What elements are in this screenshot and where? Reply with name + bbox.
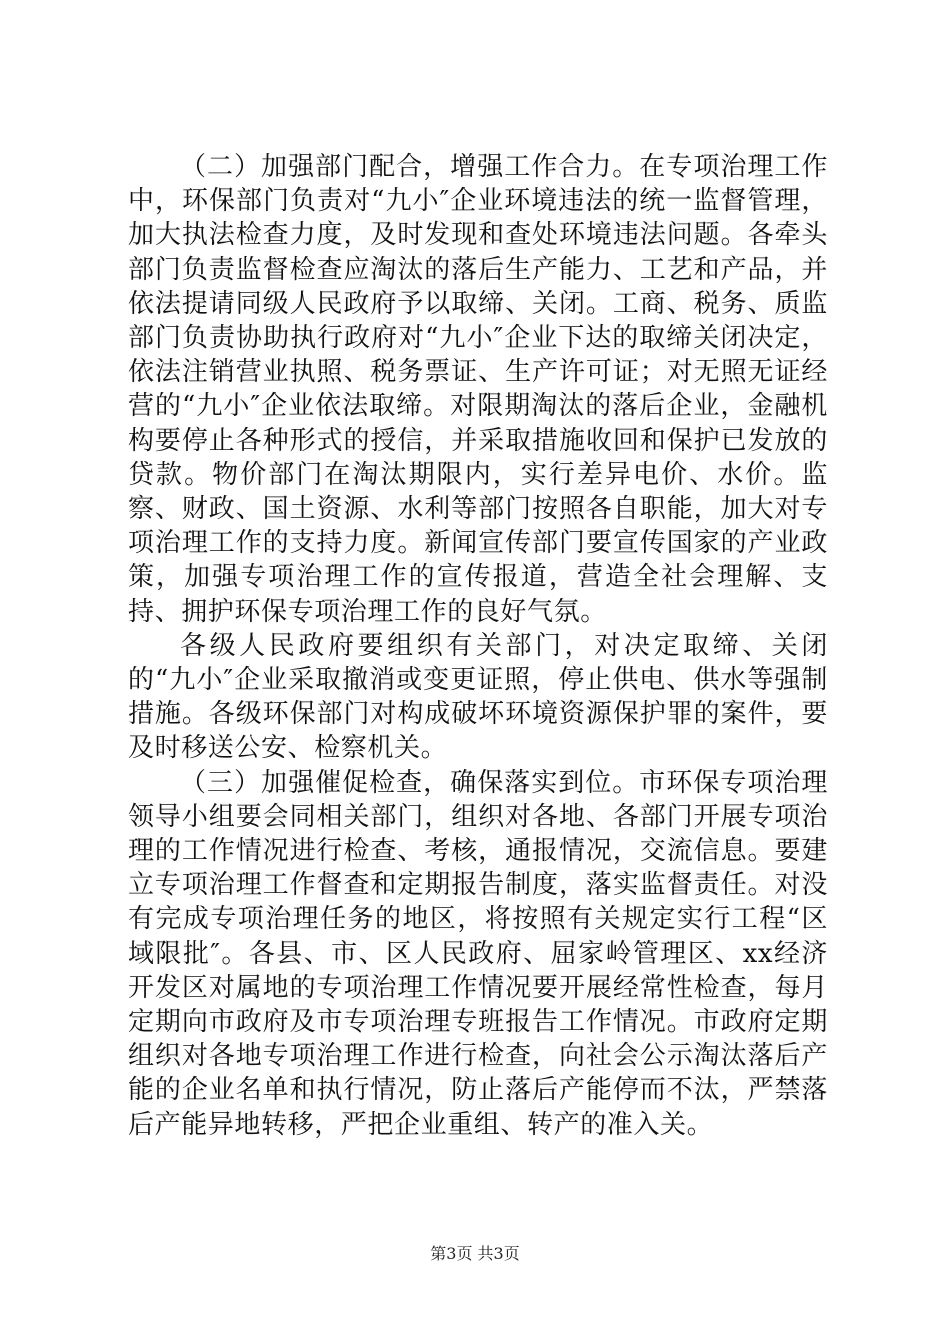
paragraph-department-coordination: （二）加强部门配合，增强工作合力。在专项治理工作中，环保部门负责对“九小″企业环境违法的统一监督管理，加大执法检查力度，及时发现和查处环境违法问题。各牵头部门负责监督检查应淘汰的落后生产能力、工艺和产品，并依法提请同级人民政府予以取缔、关闭。工商、税务、质监部门负责协助执行政府对“九小″企业下达的取缔关闭决定，依法注销营业执照、税务票证、生产许可证；对无照无证经营的“九小″企业依法取缔。对限期淘汰的落后企业，金融机构要停止各种形式的授信，并采取措施收回和保护已发放的贷款。物价部门在淘汰期限内，实行差异电价、水价。监察、财政、国土资源、水利等部门按照各自职能，加大对专项治理工作的支持力度。新闻宣传部门要宣传国家的产业政策，加强专项治理工作的宣传报道，营造全社会理解、支持、拥护环保专项治理工作的良好气氛。 (128, 152, 828, 627)
paragraph-inspection-supervision: （三）加强催促检查，确保落实到位。市环保专项治理领导小组要会同相关部门，组织对各地、各部门开展专项治理的工作情况进行检查、考核，通报情况，交流信息。要建立专项治理工作督查和定期报告制度，落实监督责任。对没有完成专项治理任务的地区，将按照有关规定实行工程“区域限批″。各县、市、区人民政府、屈家岭管理区、xx经济开发区对属地的专项治理工作情况要开展经常性检查，每月定期向市政府及市专项治理专班报告工作情况。市政府定期组织对各地专项治理工作进行检查，向社会公示淘汰落后产能的企业名单和执行情况，防止落后产能停而不汰，严禁落后产能异地转移，严把企业重组、转产的准入关。 (128, 767, 828, 1140)
page-number-footer: 第3页 共3页 (430, 1244, 520, 1263)
document-body (128, 150, 828, 1142)
paragraph-government-measures: 各级人民政府要组织有关部门，对决定取缔、关闭的“九小″企业采取撤消或变更证照，停止供电、供水等强制措施。各级环保部门对构成破坏环境资源保护罪的案件，要及时移送公安、检察机关。 (128, 630, 828, 764)
